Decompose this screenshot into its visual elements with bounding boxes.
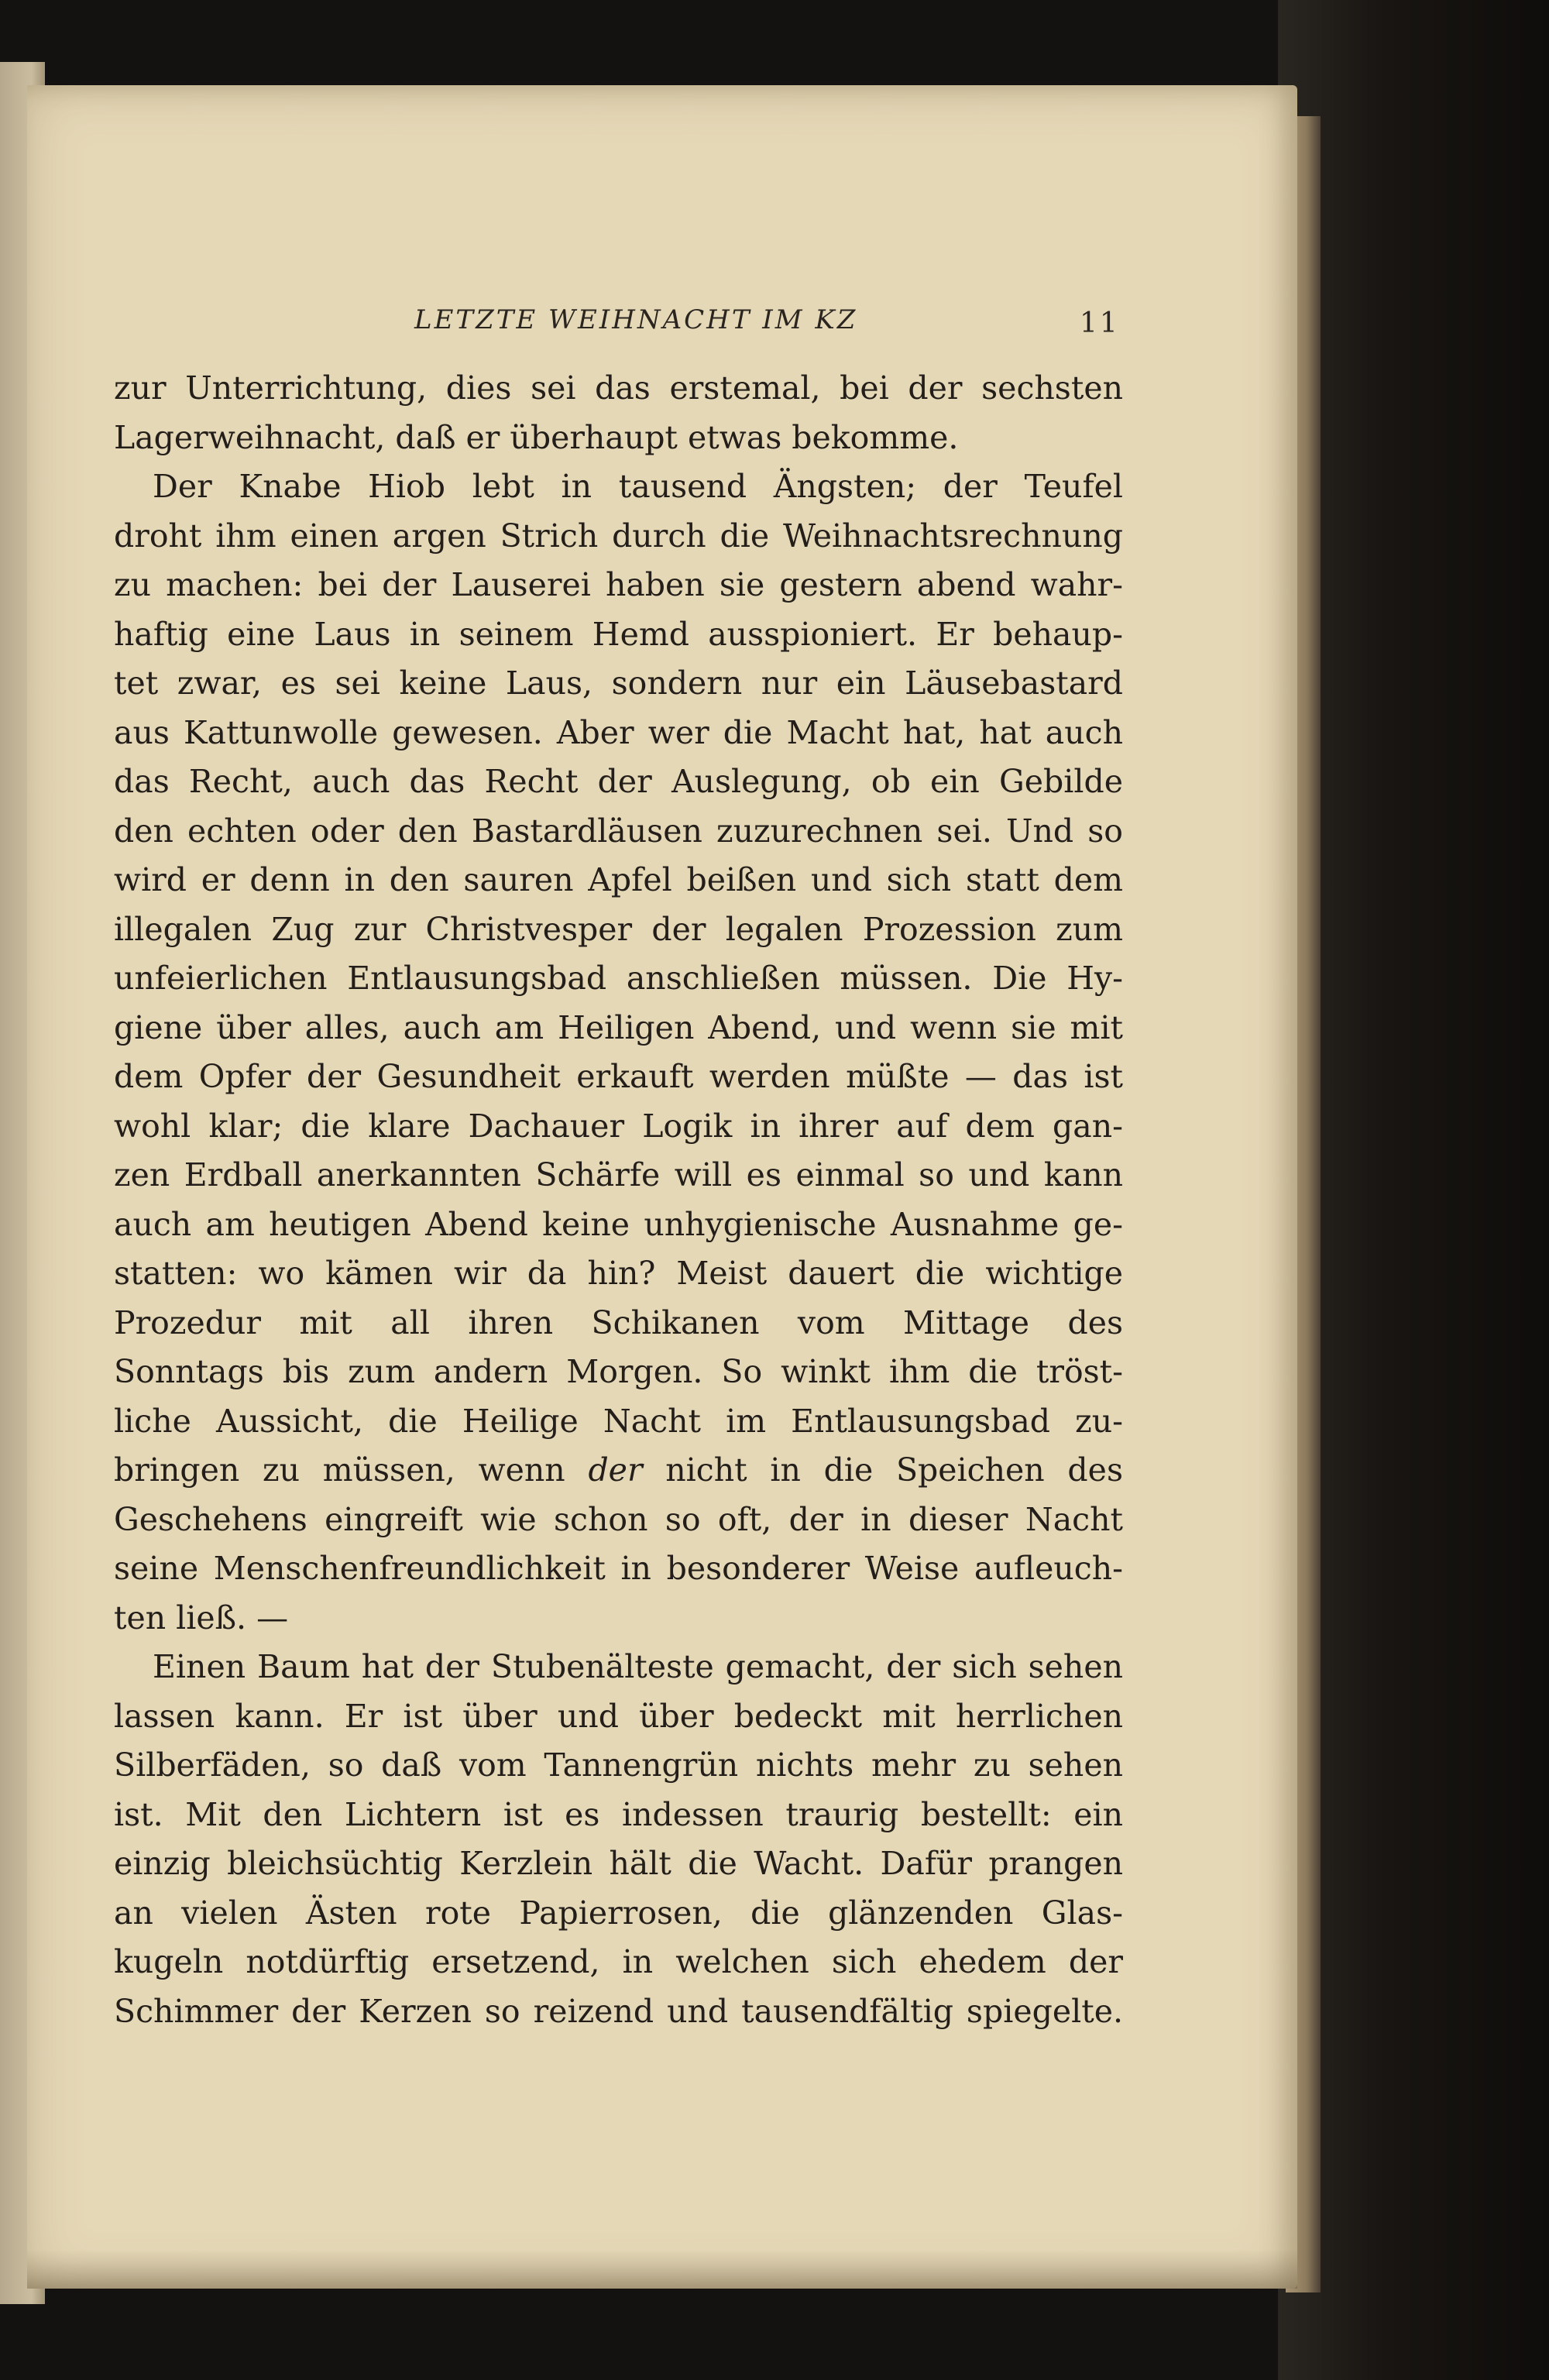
text-line: statten: wo kämen wir da hin? Meist dauert die wichtige (114, 1255, 1123, 1292)
text-line: das Recht, auch das Recht der Auslegung, ob ein Gebilde (114, 763, 1123, 800)
text-line: Schimmer der Kerzen so reizend und tausendfältig spiegelte. (114, 1992, 1123, 2030)
text-line: Silberfäden, so daß vom Tannengrün nichts mehr zu sehen (114, 1746, 1123, 1784)
text-line-with-emphasis (114, 1446, 1123, 1496)
text-line: den echten oder den Bastardläusen zuzurechnen sei. Und so (114, 812, 1123, 850)
page-bottom-shadow (27, 2250, 1297, 2289)
text-line: giene über alles, auch am Heiligen Abend, und wenn sie mit (114, 1008, 1123, 1046)
text-line: wohl klar; die klare Dachauer Logik in ihrer auf dem gan- (114, 1107, 1123, 1145)
text-line: lassen kann. Er ist über und über bedeckt mit herrlichen (114, 1697, 1123, 1735)
text-line: dem Opfer der Gesundheit erkauft werden müßte — das ist (114, 1058, 1123, 1095)
text-line: einzig bleichsüchtig Kerzlein hält die Wacht. Dafür prangen (114, 1845, 1123, 1882)
text-line: tet zwar, es sei keine Laus, sondern nur ein Läusebastard (114, 665, 1123, 702)
text-line: illegalen Zug zur Christvesper der legalen Prozession zum (114, 910, 1123, 948)
text-segment: bringen zu müssen, wenn (114, 1451, 565, 1489)
text-line: wird er denn in den sauren Apfel beißen und sich statt dem (114, 861, 1123, 898)
text-segment: nicht in die Speichen des (665, 1451, 1123, 1489)
text-line: unfeierlichen Entlausungsbad anschließen müssen. Die Hy- (114, 960, 1123, 997)
text-line: zu machen: bei der Lauserei haben sie gestern abend wahr- (114, 566, 1123, 603)
text-line: an vielen Ästen rote Papierrosen, die glänzenden Glas- (114, 1894, 1123, 1932)
text-line: Lagerweihnacht, daß er überhaupt etwas bekomme. (114, 418, 959, 456)
running-head (27, 304, 1297, 351)
text-line: ten ließ. — (114, 1599, 289, 1636)
text-line: haftig eine Laus in seinem Hemd ausspioniert. Er behaup- (114, 615, 1123, 653)
text-line: liche Aussicht, die Heilige Nacht im Entlausungsbad zu- (114, 1402, 1123, 1440)
book-page (27, 85, 1297, 2289)
text-line: aus Kattunwolle gewesen. Aber wer die Macht hat, hat auch (114, 713, 1123, 751)
text-line: droht ihm einen argen Strich durch die Weihnachtsrechnung (114, 517, 1123, 555)
text-line: zen Erdball anerkannten Schärfe will es einmal so und kann (114, 1156, 1123, 1193)
text-line: Einen Baum hat der Stubenälteste gemacht, der sich sehen (153, 1648, 1123, 1685)
text-line: zur Unterrichtung, dies sei das erstemal, bei der sechsten (114, 369, 1123, 407)
text-line: Geschehens eingreift wie schon so oft, der in dieser Nacht (114, 1500, 1123, 1538)
text-line: ist. Mit den Lichtern ist es indessen traurig bestellt: ein (114, 1795, 1123, 1833)
page-number: 11 (1080, 307, 1120, 339)
body-text (114, 364, 1123, 2036)
text-line: kugeln notdürftig ersetzend, in welchen sich ehedem der (114, 1943, 1123, 1980)
text-line: seine Menschenfreundlichkeit in besonderer Weise aufleuch- (114, 1550, 1123, 1587)
text-line: Prozedur mit all ihren Schikanen vom Mittage des (114, 1303, 1123, 1341)
text-line: Der Knabe Hiob lebt in tausend Ängsten; der Teufel (153, 468, 1123, 505)
emphasized-word: der (588, 1451, 643, 1489)
running-title: LETZTE WEIHNACHT IM KZ (414, 304, 858, 335)
text-line: auch am heutigen Abend keine unhygienische Ausnahme ge- (114, 1205, 1123, 1243)
text-line: Sonntags bis zum andern Morgen. So winkt ihm die tröst- (114, 1353, 1123, 1390)
